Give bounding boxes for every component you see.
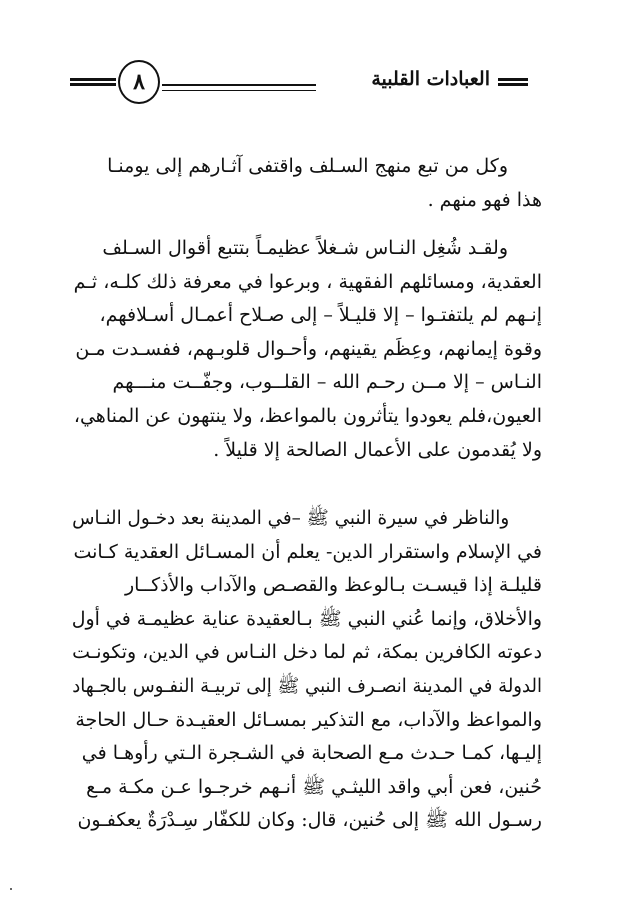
text-line: والأخلاق، وإنما عُني النبي ﷺ بـالعقيدة عناية عظيمـة في أول	[71, 607, 543, 630]
header-ornament-left	[70, 78, 116, 90]
text-line: الدولة في المدينة انصـرف النبي ﷺ إلى تربيـة النفـوس بالجـهاد	[72, 674, 542, 697]
text-line: حُنين، فعن أبي واقد الليثـي ﷺ أنـهم خرجـوا عـن مكـة مـع	[86, 775, 542, 798]
text-line: وكل من تبع منهج السـلف واقتفى آثـارهم إلى يومنـا	[107, 155, 508, 177]
paragraph-2	[72, 232, 542, 467]
header-ornament-right	[498, 78, 528, 90]
text-line: والمواعظ والآداب، مع التذكير بمسـائل العقيـدة حـال الحاجة	[75, 708, 542, 731]
text-line: ولقـد شُغِل النـاس شـغلاً عظيمـاً بتتبع أقوال السـلف	[102, 237, 508, 259]
text-line: هذا فهو منهم .	[427, 188, 542, 211]
text-line: رسـول الله ﷺ إلى حُنين، قال: وكان للكفّار سِـدْرَةٌ يعكفـون	[77, 809, 542, 832]
text-line: العيون،فلم يعودوا يتأثرون بالمواعظ، ولا ينتهون عن المناهي،	[73, 404, 542, 427]
scan-speck	[10, 888, 12, 890]
running-title: العبادات القلبية	[371, 68, 490, 90]
paragraph-1	[72, 150, 542, 217]
text-line: والناظر في سيرة النبي ﷺ –في المدينة بعد دخـول النـاس	[72, 507, 510, 529]
header-rule-thin	[162, 90, 316, 91]
running-header	[70, 60, 528, 112]
text-line: وقوة إيمانهم، وعِظَم يقينهم، وأحـوال قلوبـهم، ففسـدت مـن	[75, 337, 542, 360]
text-line: ولا يُقدمون على الأعمال الصالحة إلا قليلاً .	[213, 438, 542, 461]
text-line: دعوته الكافرين بمكة، ثم لما دخل النـاس في الدين، وتكونـت	[72, 641, 542, 664]
paragraph-3	[72, 502, 542, 838]
text-line: العقدية، ومسائلهم الفقهية ، وبرعوا في معرفة ذلك كلـه، ثـم	[73, 270, 542, 293]
text-line: في الإسلام واستقرار الدين- يعلم أن المسـائل العقدية كـانت	[73, 540, 542, 563]
header-rule	[162, 84, 316, 86]
page-number: ٨	[118, 60, 160, 104]
text-line: إنـهم لم يلتفتـوا – إلا قليـلاً – إلى صـلاح أعمـال أسـلافهم،	[99, 304, 542, 327]
text-line: إليـها، كمـا حـدث مـع الصحابة في الشـجرة الـتي رأوهـا في	[81, 742, 542, 765]
text-line: قليلـة إذا قيسـت بـالوعظ والقصـص والآداب والأذكــار	[125, 574, 542, 597]
text-line: النـاس – إلا مــن رحـم الله – القلــوب، وجفّــت منـــهم	[112, 371, 542, 394]
